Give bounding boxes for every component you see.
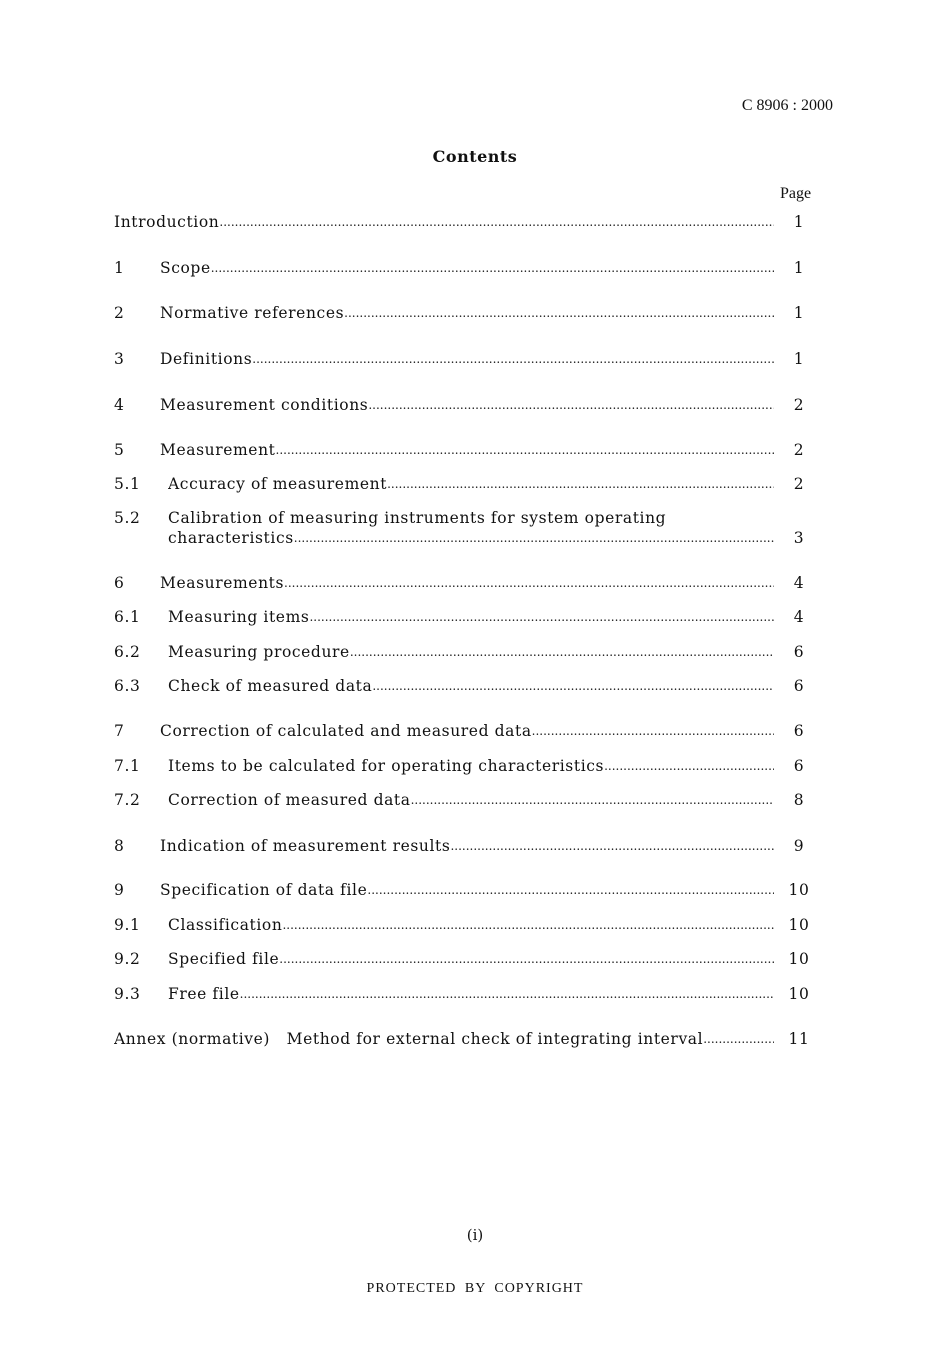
section-number: 4 [114,396,125,414]
toc-entry[interactable] [114,790,814,810]
entry-title: Free file [168,985,240,1003]
toc-entry[interactable] [114,395,814,415]
page-number: 4 [793,608,805,626]
section-number: 8 [114,837,125,855]
toc-entry[interactable] [114,756,814,776]
toc-entry[interactable] [114,836,814,856]
dot-leader [532,721,774,741]
dot-leader [604,756,774,776]
dot-leader [411,790,774,810]
page-folio: (i) [466,1226,484,1244]
page-number: 2 [793,396,805,414]
dot-leader [387,474,774,494]
dot-leader [367,880,774,900]
entry-title: Accuracy of measurement [168,475,388,493]
toc-entry[interactable] [114,1029,814,1049]
section-number: 5.2 [114,509,141,527]
entry-title: Correction of measured data [168,791,411,809]
toc-entry[interactable] [114,880,814,900]
entry-title: Measurements [160,574,285,592]
section-number: 2 [114,304,125,322]
toc-entry[interactable] [114,642,814,662]
section-number: 5 [114,441,125,459]
page-number: 6 [793,643,805,661]
page-number: 11 [788,1030,810,1048]
page-number: 2 [793,441,805,459]
toc-entry[interactable] [114,508,814,547]
section-number: 6 [114,574,125,592]
page-number: 6 [793,722,805,740]
dot-leader [279,949,774,969]
page-title: Contents [432,147,518,166]
dot-leader [282,915,774,935]
toc-entry[interactable] [114,984,814,1004]
page-number: 10 [788,881,810,899]
dot-leader [309,607,774,627]
dot-leader [211,258,774,278]
entry-title: Correction of calculated and measured data [160,722,532,740]
dot-leader [294,528,774,548]
page-number: 6 [793,757,805,775]
page-number: 1 [793,350,805,368]
dot-leader [276,440,775,460]
page-number: 1 [793,213,805,231]
dot-leader [240,984,774,1004]
entry-title: Classification [168,916,283,934]
page-number: 1 [793,304,805,322]
toc-entry[interactable] [114,303,814,323]
page-number: 3 [793,529,805,547]
entry-title: Annex (normative) Method for external check of integrating interval [114,1030,704,1048]
copyright-notice: PROTECTED BY COPYRIGHT [366,1281,584,1296]
toc-entry[interactable] [114,915,814,935]
toc-entry[interactable] [114,440,814,460]
page-number: 1 [793,259,805,277]
dot-leader [284,573,774,593]
page-number: 10 [788,916,810,934]
section-number: 9.3 [114,985,141,1003]
entry-title: Normative references [160,304,345,322]
section-number: 7.1 [114,757,141,775]
entry-title: Measuring procedure [168,643,350,661]
page-number: 6 [793,677,805,695]
section-number: 6.1 [114,608,141,626]
page-number: 10 [788,950,810,968]
entry-title: Introduction [114,213,220,231]
page-number: 2 [793,475,805,493]
dot-leader [372,676,774,696]
entry-title: Measurement [160,441,276,459]
section-number: 9 [114,881,125,899]
section-number: 5.1 [114,475,141,493]
entry-title: Check of measured data [168,677,373,695]
dot-leader [703,1029,774,1049]
dot-leader [219,212,774,232]
toc-entry[interactable] [114,349,814,369]
entry-title: Scope [160,259,211,277]
entry-title: Calibration of measuring instruments for system operating [168,509,667,527]
toc-entry[interactable] [114,676,814,696]
entry-title: Measuring items [168,608,310,626]
toc-entry[interactable] [114,212,814,232]
toc-entry[interactable] [114,474,814,494]
dot-leader [450,836,774,856]
dot-leader [344,303,774,323]
toc-entry[interactable] [114,721,814,741]
entry-title: Specified file [168,950,280,968]
section-number: 7.2 [114,791,141,809]
dot-leader [252,349,774,369]
section-number: 7 [114,722,125,740]
section-number: 6.2 [114,643,141,661]
toc-entry[interactable] [114,258,814,278]
dot-leader [350,642,774,662]
entry-title: Specification of data file [160,881,368,899]
page-number: 10 [788,985,810,1003]
section-number: 1 [114,259,125,277]
page-number: 9 [793,837,805,855]
page-number: 8 [793,791,805,809]
section-number: 6.3 [114,677,141,695]
entry-title: Measurement conditions [160,396,369,414]
page-column-label: Page [780,185,812,202]
section-number: 3 [114,350,125,368]
section-number: 9.1 [114,916,141,934]
entry-title: Definitions [160,350,253,368]
entry-title: Indication of measurement results [160,837,451,855]
page-number: 4 [793,574,805,592]
toc-entry[interactable] [114,949,814,969]
toc-entry[interactable] [114,607,814,627]
entry-title-continued: characteristics [168,529,294,547]
toc-entry[interactable] [114,573,814,593]
dot-leader [368,395,774,415]
section-number: 9.2 [114,950,141,968]
entry-title: Items to be calculated for operating characteristics [168,757,605,775]
document-number: C 8906 : 2000 [741,97,833,114]
